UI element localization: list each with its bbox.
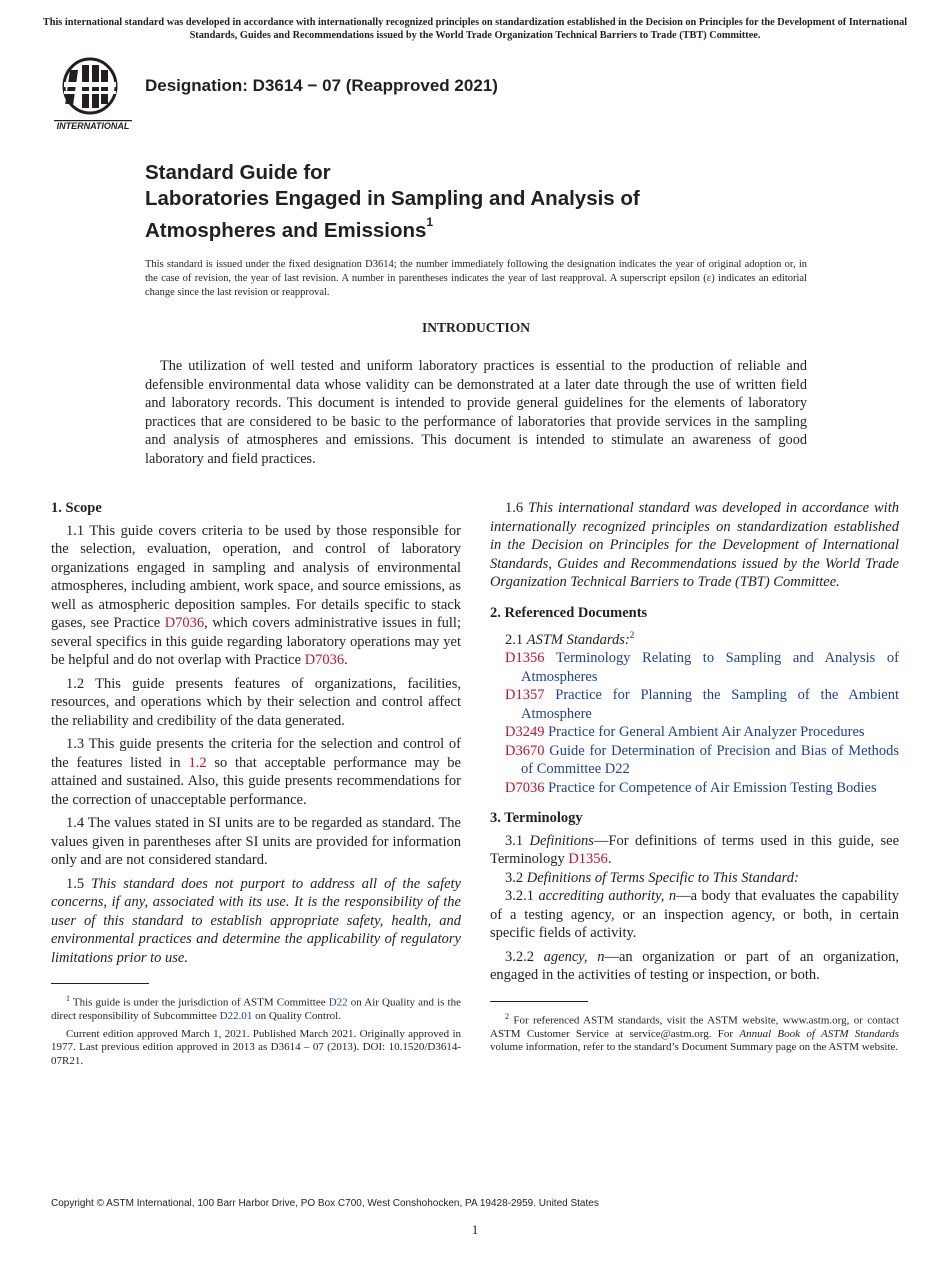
left-column bbox=[51, 499, 461, 1072]
title-line-2: Laboratories Engaged in Sampling and Analysis of bbox=[145, 187, 640, 210]
paragraph-2-1: 2.1 ASTM Standards:$^2$ bbox=[505, 630, 635, 648]
logo-wordmark: INTERNATIONAL bbox=[56, 121, 130, 131]
paragraph-3-1: 3.1 Definitions—For definitions of terms used in this guide, see Terminology D1356. bbox=[490, 832, 900, 868]
document-title bbox=[145, 160, 865, 244]
link-d7036[interactable]: D7036 bbox=[164, 615, 205, 631]
footnote-1: $^1$ This guide is under the jurisdiction of ASTM Committee D22 on Air Quality and is the direct responsibility of Subcommittee D22.01 on Quality Control. bbox=[51, 994, 461, 1023]
paragraph-1-6: 1.6 This international standard was developed in accordance with internationally recognized principles on standardization established in the Decision on Principles for the Development of International Standards, Guides and Recommendations issued by the World Trade Organization Technical Barriers to Trade (TBT) Committee. bbox=[490, 500, 899, 590]
reference-item[interactable]: D1356 Terminology Relating to Sampling and Analysis of Atmospheres bbox=[505, 650, 899, 685]
paragraph-1-4: 1.4 The values stated in SI units are to be regarded as standard. The values given in parentheses after SI units are provided for information only and are not considered standard. bbox=[51, 815, 461, 868]
astm-logo bbox=[50, 56, 136, 132]
paragraph-1-2: 1.2 This guide presents features of organizations, facilities, resources, and operations which by their selection and control affect the reliability and credibility of the data generated. bbox=[51, 675, 461, 729]
right-column bbox=[490, 499, 899, 1059]
footnotes-left bbox=[51, 992, 461, 1068]
introduction-text: The utilization of well tested and uniform laboratory practices is essential to the production of reliable and defensible environmental data whose validity can be demonstrated at a later date through the use of written field and laboratory records. This document is intended to provide general guidelines for the elements of laboratory practices that are considered to be basic to the performance of laboratories that provide services in the sampling and analysis of atmospheres and emissions. This document is intended to stimulate an awareness of good laboratory and field practices. bbox=[145, 358, 807, 467]
footnote-ref-1[interactable]: 1 bbox=[426, 215, 434, 229]
link-section-1-2[interactable]: 1.2 bbox=[188, 754, 207, 771]
paragraph-1-3: 1.3 This guide presents the criteria for the selection and control of the features listed in 1.2 so that acceptable performance may be attained and sustained. Also, this guide presents recommendations for the correction of unacceptable performance. bbox=[51, 736, 461, 808]
paragraph-3-2-2: 3.2.2 agency, n—an organization or part of an organization, engaged in the activities of testing or inspection, or both. bbox=[490, 948, 899, 984]
paragraph-3-2: 3.2 Definitions of Terms Specific to This Standard: bbox=[505, 869, 799, 886]
copyright-notice: Copyright © ASTM International, 100 Barr Harbor Drive, PO Box C700, West Conshohocken, PA 19428-2959. United States bbox=[51, 1198, 599, 1209]
page-number: 1 bbox=[471, 1222, 479, 1237]
paragraph-3-2-1: 3.2.1 accrediting authority, n—a body that evaluates the capability of a testing agency, or an inspection agency, or both, in certain specific fields of activity. bbox=[490, 888, 899, 942]
paragraph-1-5: 1.5 This standard does not purport to address all of the safety concerns, if any, associated with its use. It is the responsibility of the user of this standard to establish appropriate safety, health, and environmental practices and determine the applicability of regulatory limitations prior to use. bbox=[51, 875, 461, 966]
title-line-3: Atmospheres and Emissions$^1$ bbox=[145, 215, 434, 242]
footnote-2: $^2$ For referenced ASTM standards, visit the ASTM website, www.astm.org, or contact ASTM Customer Service at service@astm.org. For Annual Book of ASTM Standards volume information, refer to the standard’s Document Summary page on the ASTM website. bbox=[490, 1011, 899, 1054]
title-line-1: Standard Guide for bbox=[145, 161, 331, 184]
introduction-heading: INTRODUCTION bbox=[421, 320, 530, 335]
section-heading-referenced-documents: 2. Referenced Documents bbox=[490, 604, 648, 621]
section-heading-scope: 1. Scope bbox=[51, 500, 102, 516]
link-d22[interactable]: D22 bbox=[328, 996, 348, 1009]
reference-item[interactable]: D7036 Practice for Competence of Air Emission Testing Bodies bbox=[505, 779, 877, 796]
section-heading-terminology: 3. Terminology bbox=[490, 810, 583, 827]
footnotes-right bbox=[490, 1010, 899, 1055]
footnote-divider bbox=[51, 983, 149, 984]
reference-item[interactable]: D3670 Guide for Determination of Precision and Bias of Methods of Committee D22 bbox=[505, 742, 899, 778]
designation: Designation: D3614 − 07 (Reapproved 2021) bbox=[145, 76, 498, 95]
link-d22-01[interactable]: D22.01 bbox=[219, 1010, 253, 1023]
tbt-notice: This international standard was developed in accordance with internationally recognized principles on standardization established in the Decision on Principles for the Development of International Standards, Guides and Recommendations issued by the World Trade Organization Technical Barriers to Trade (TBT) Committee. bbox=[42, 17, 908, 41]
footnote-divider bbox=[490, 1001, 588, 1002]
paragraph-1-1: 1.1 This guide covers criteria to be used by those responsible for the selection, evaluation, operation, and control of laboratory organizations engaged in sampling and analysis of environmental atmospheres, including ambient, work space, and source emissions, as well as atmospheric deposition samples. For details specific to stack gases, see Practice D7036, which covers administrative issues in full; several specifics in this guide regarding laboratory operations may yet be helpful and do not overlap with Practice D7036. bbox=[51, 522, 461, 668]
astm-logo-mark bbox=[50, 56, 136, 132]
link-d1356[interactable]: D1356 bbox=[568, 851, 608, 868]
link-d7036[interactable]: D7036 bbox=[304, 652, 345, 668]
issue-note: This standard is issued under the fixed designation D3614; the number immediately following the designation indicates the year of original adoption or, in the case of revision, the year of last revision. A number in parentheses indicates the year of last reapproval. A superscript epsilon (ε) indicates an editorial change since the last revision or reapproval. bbox=[145, 259, 807, 298]
reference-item[interactable]: D3249 Practice for General Ambient Air Analyzer Procedures bbox=[505, 724, 865, 741]
reference-item[interactable]: D1357 Practice for Planning the Sampling of the Ambient Atmosphere bbox=[505, 687, 899, 722]
footnote-1-edition: Current edition approved March 1, 2021. Published March 2021. Originally approved in 1977. Last previous edition approved in 2013 as D3614 – 07 (2013). DOI: 10.1520/D3614-07R21. bbox=[51, 1027, 461, 1067]
